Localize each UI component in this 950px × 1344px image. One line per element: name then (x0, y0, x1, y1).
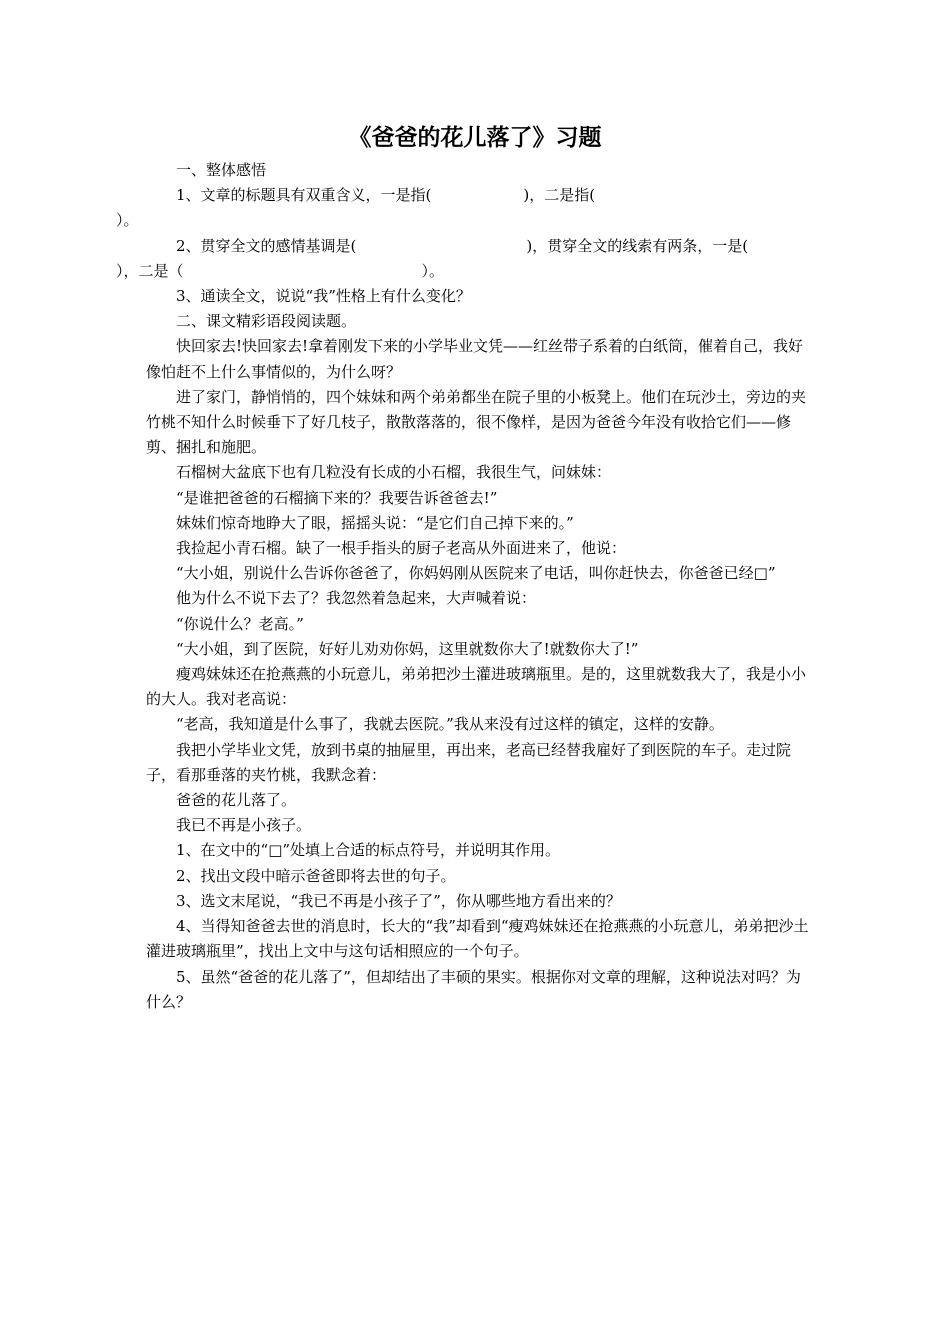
passage-paragraph: 瘦鸡妹妹还在抢燕燕的小玩意儿，弟弟把沙土灌进玻璃瓶里。是的，这里就数我大了，我是小小的大人。我对老高说： (146, 665, 807, 709)
q2-text-a: 2、贯穿全文的感情基调是( (176, 236, 357, 255)
passage-paragraph: “大小姐，到了医院，好好儿劝劝你妈，这里就数你大了!就数你大了!” (176, 639, 639, 658)
passage-paragraph: 他为什么不说下去了？我忽然着急起来，大声喊着说： (176, 589, 537, 608)
question-1-1 (116, 183, 810, 233)
passage-paragraph: “你说什么？老高。” (176, 614, 304, 633)
passage-paragraph: “是谁把爸爸的石榴摘下来的？我要告诉爸爸去!” (176, 488, 498, 507)
q2-text-d: ）。 (421, 261, 445, 280)
q2-text-b: )，贯穿全文的线索有两条，一是( (526, 236, 749, 255)
passage-paragraph: 我把小学毕业文凭，放到书桌的抽屉里，再出来，老高已经替我雇好了到医院的车子。走过院子，看那垂落的夹竹桃，我默念着： (146, 740, 792, 784)
passage-paragraph: 石榴树大盆底下也有几粒没有长成的小石榴，我很生气，问妹妹： (176, 463, 612, 482)
question-1-2 (116, 234, 810, 284)
passage-paragraph: “大小姐，别说什么告诉你爸爸了，你妈妈刚从医院来了电话，叫你赶快去，你爸爸已经□” (176, 564, 776, 583)
passage-paragraph: 我已不再是小孩子。 (176, 816, 312, 835)
document-title: 《爸爸的花儿落了》习题 (348, 125, 602, 151)
question-2-5: 5、虽然“爸爸的花儿落了”，但却结出了丰硕的果实。根据你对文章的理解，这种说法对吗？为什么？ (146, 967, 801, 1011)
question-2-3: 3、选文末尾说，“我已不再是小孩子了”，你从哪些地方看出来的？ (176, 891, 621, 910)
passage-paragraph: 快回家去!快回家去!拿着刚发下来的小学毕业文凭——红丝带子系着的白纸筒，催着自己，我好像怕赶不上什么事情似的，为什么呀？ (146, 337, 804, 381)
document-body (116, 158, 810, 1015)
passage-paragraph: 妹妹们惊奇地睁大了眼，摇摇头说：“是它们自己掉下来的。” (176, 513, 574, 532)
passage-paragraph: 我捡起小青石榴。缺了一根手指头的厨子老高从外面进来了，他说： (176, 539, 627, 558)
question-2-4: 4、当得知爸爸去世的消息时，长大的“我”却看到“瘦鸡妹妹还在抢燕燕的小玩意儿，弟弟把沙土灌进玻璃瓶里”，找出上文中与这句话相照应的一个句子。 (146, 917, 809, 961)
question-1-3: 3、通读全文，说说“我”性格上有什么变化？ (176, 287, 471, 306)
q2-text-c: ），二是（ (116, 261, 184, 280)
q1-text-b: )，二是指( (523, 186, 596, 205)
question-2-1: 1、在文中的“□”处填上合适的标点符号，并说明其作用。 (176, 841, 561, 860)
section-heading-2: 二、课文精彩语段阅读题。 (176, 312, 357, 331)
passage-paragraph: “老高，我知道是什么事了，我就去医院。”我从来没有过这样的镇定，这样的安静。 (176, 715, 724, 734)
passage-paragraph: 爸爸的花儿落了。 (176, 791, 297, 810)
q1-text-c: ）。 (116, 211, 139, 230)
q1-text-a: 1、文章的标题具有双重含义，一是指( (176, 186, 432, 205)
section-heading-1: 一、整体感悟 (176, 161, 267, 179)
passage-paragraph: 进了家门，静悄悄的，四个妹妹和两个弟弟都坐在院子里的小板凳上。他们在玩沙土，旁边的夹竹桃不知什么时候垂下了好几枝子，散散落落的，很不像样，是因为爸爸今年没有收拾它们——修剪、捆扎和施肥。 (146, 387, 807, 457)
question-2-2: 2、找出文段中暗示爸爸即将去世的句子。 (176, 866, 456, 885)
